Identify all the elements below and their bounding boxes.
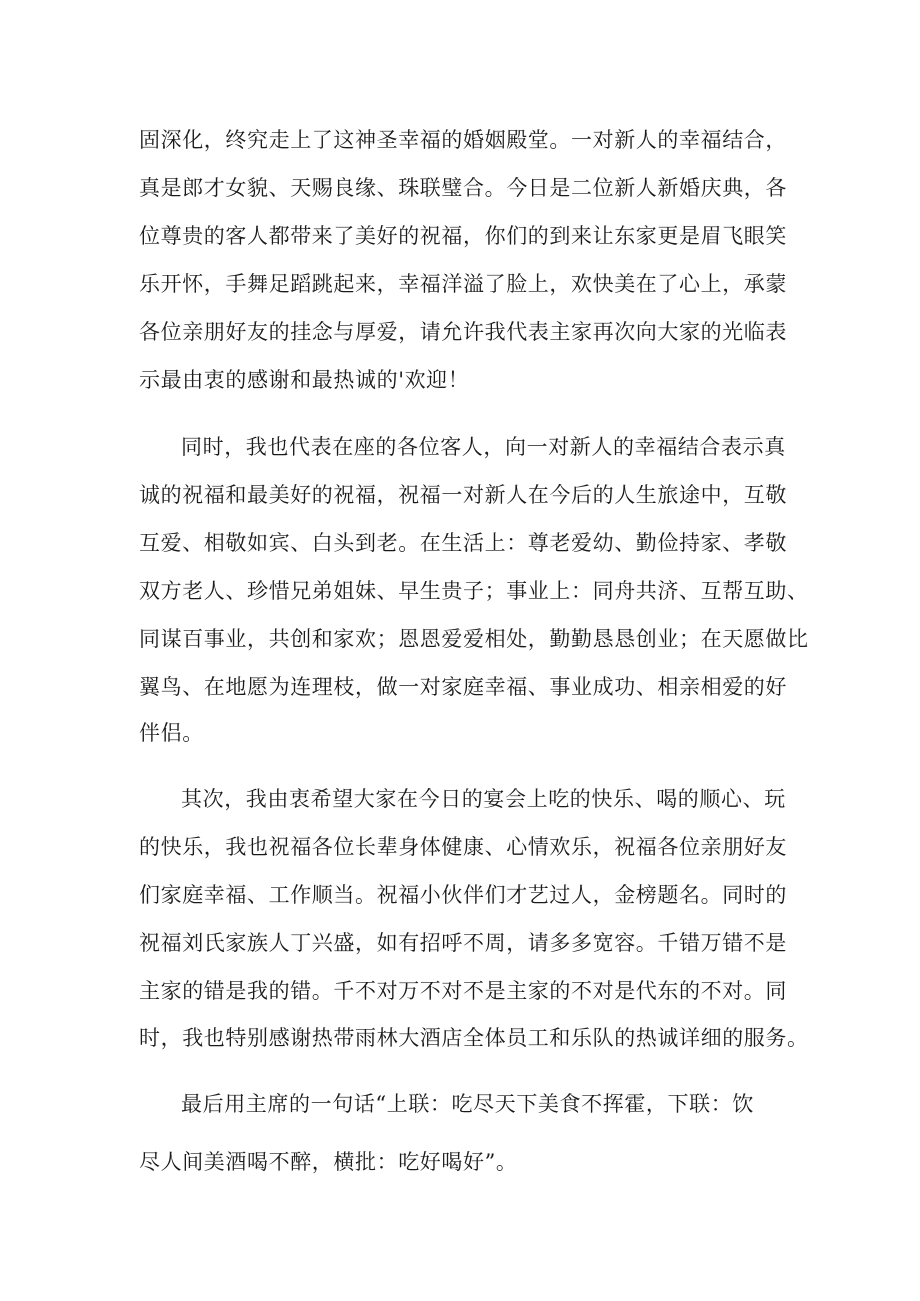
paragraph-line: 伴侣。 bbox=[139, 721, 204, 745]
paragraph-line: 位尊贵的客人都带来了美好的祝福，你们的到来让东家更是眉飞眼笑 bbox=[139, 224, 787, 248]
paragraph-line: 乐开怀，手舞足蹈跳起来，幸福洋溢了脸上，欢快美在了心上，承蒙 bbox=[139, 272, 787, 296]
paragraph-line: 双方老人、珍惜兄弟姐妹、早生贵子；事业上：同舟共济、互帮互助、 bbox=[139, 579, 809, 603]
paragraph-line: 们家庭幸福、工作顺当。祝福小伙伴们才艺过人，金榜题名。同时的 bbox=[139, 883, 787, 907]
paragraph-line: 示最由衷的感谢和最热诚的'欢迎！ bbox=[139, 368, 470, 392]
paragraph-line: 祝福刘氏家族人丁兴盛，如有招呼不周，请多多宽容。千错万错不是 bbox=[139, 931, 787, 955]
paragraph-line: 最后用主席的一句话“上联：吃尽天下美食不挥霍，下联：饮 bbox=[181, 1092, 754, 1116]
paragraph-line: 同谋百事业，共创和家欢；恩恩爱爱相处，勤勤恳恳创业；在天愿做比 bbox=[139, 627, 809, 651]
paragraph-line: 其次，我由衷希望大家在今日的宴会上吃的快乐、喝的顺心、玩 bbox=[181, 787, 786, 811]
paragraph-line: 同时，我也代表在座的各位客人，向一对新人的幸福结合表示真 bbox=[181, 435, 786, 459]
paragraph-line: 尽人间美酒喝不醉，横批：吃好喝好”。 bbox=[139, 1150, 518, 1174]
paragraph-line: 翼鸟、在地愿为连理枝，做一对家庭幸福、事业成功、相亲相爱的好 bbox=[139, 675, 787, 699]
paragraph-line: 时，我也特别感谢热带雨林大酒店全体员工和乐队的热诚详细的服务。 bbox=[139, 1026, 809, 1050]
paragraph-line: 固深化，终究走上了这神圣幸福的婚姻殿堂。一对新人的幸福结合， bbox=[139, 128, 787, 152]
paragraph-line: 各位亲朋好友的挂念与厚爱，请允许我代表主家再次向大家的光临表 bbox=[139, 320, 787, 344]
paragraph-line: 诚的祝福和最美好的祝福，祝福一对新人在今后的人生旅途中，互敬 bbox=[139, 483, 787, 507]
paragraph-line: 真是郎才女貌、天赐良缘、珠联璧合。今日是二位新人新婚庆典，各 bbox=[139, 176, 787, 200]
paragraph-line: 的快乐，我也祝福各位长辈身体健康、心情欢乐，祝福各位亲朋好友 bbox=[139, 835, 787, 859]
paragraph-line: 互爱、相敬如宾、白头到老。在生活上：尊老爱幼、勤俭持家、孝敬 bbox=[139, 531, 787, 555]
paragraph-line: 主家的错是我的错。千不对万不对不是主家的不对是代东的不对。同 bbox=[139, 979, 787, 1003]
